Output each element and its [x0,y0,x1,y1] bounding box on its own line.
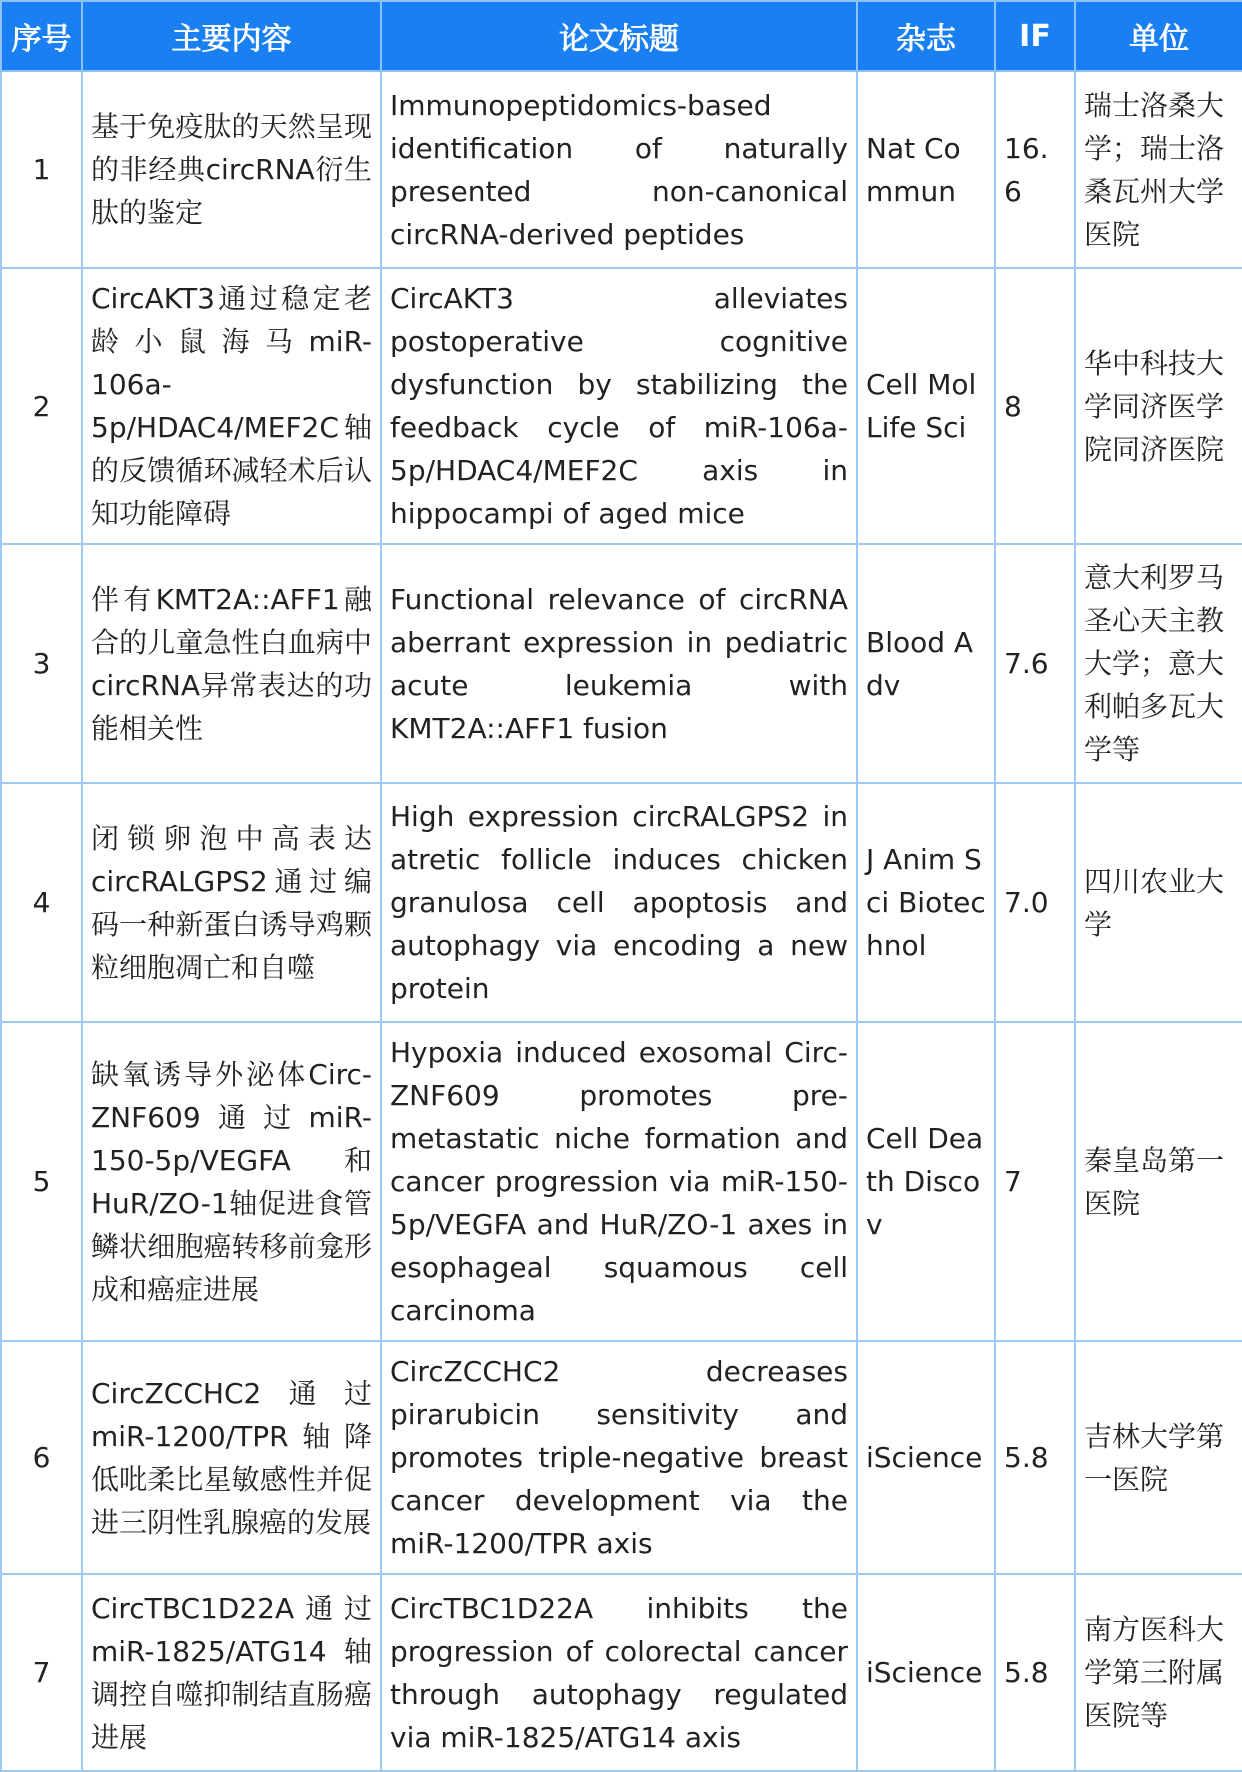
cell-title: CircAKT3 alleviates postoperative cognitive dysfunction by stabilizing the feedback cycle of miR-106a-5p/HDAC4/MEF2C axis in hippocampi of aged mice [381,268,857,544]
cell-if: 5.8 [995,1341,1075,1574]
table-row [1,1574,1242,1771]
header-row [1,1,1242,71]
cell-journal: Nat Commun [857,71,995,268]
cell-title: Functional relevance of circRNA aberrant expression in pediatric acute leukemia with KMT2A::AFF1 fusion [381,544,857,783]
cell-content: CircTBC1D22A通过miR-1825/ATG14轴调控自噬抑制结直肠癌进展 [82,1574,381,1771]
cell-content: 基于免疫肽的天然呈现的非经典circRNA衍生肽的鉴定 [82,71,381,268]
cell-journal: J Anim Sci Biotechnol [857,783,995,1022]
header-title: 论文标题 [381,1,857,71]
cell-if: 8 [995,268,1075,544]
cell-journal: iScience [857,1574,995,1771]
cell-content: CircAKT3通过稳定老龄小鼠海马miR-106a-5p/HDAC4/MEF2C轴的反馈循环减轻术后认知功能障碍 [82,268,381,544]
table-row [1,1341,1242,1574]
cell-index: 2 [1,268,82,544]
table-row [1,544,1242,783]
table-row [1,71,1242,268]
cell-journal: Cell Mol Life Sci [857,268,995,544]
cell-title: Immunopeptidomics-based identification of naturally presented non-canonical circRNA-derived peptides [381,71,857,268]
table-header [1,1,1242,71]
cell-unit: 吉林大学第一医院 [1075,1341,1242,1574]
cell-if: 7.6 [995,544,1075,783]
cell-if: 7.0 [995,783,1075,1022]
cell-unit: 意大利罗马圣心天主教大学；意大利帕多瓦大学等 [1075,544,1242,783]
cell-title: CircTBC1D22A inhibits the progression of colorectal cancer through autophagy regulated via miR-1825/ATG14 axis [381,1574,857,1771]
cell-title: CircZCCHC2 decreases pirarubicin sensitivity and promotes triple-negative breast cancer development via the miR-1200/TPR axis [381,1341,857,1574]
cell-unit: 瑞士洛桑大学；瑞士洛桑瓦州大学医院 [1075,71,1242,268]
cell-journal: iScience [857,1341,995,1574]
cell-index: 3 [1,544,82,783]
cell-content: 伴有KMT2A::AFF1融合的儿童急性白血病中circRNA异常表达的功能相关性 [82,544,381,783]
cell-journal: Cell Death Discov [857,1022,995,1341]
cell-if: 7 [995,1022,1075,1341]
header-unit: 单位 [1075,1,1242,71]
table-row [1,268,1242,544]
cell-index: 6 [1,1341,82,1574]
header-content: 主要内容 [82,1,381,71]
cell-title: Hypoxia induced exosomal Circ-ZNF609 promotes pre-metastatic niche formation and cancer progression via miR-150-5p/VEGFA and HuR/ZO-1 axes in esophageal squamous cell carcinoma [381,1022,857,1341]
cell-content: 闭锁卵泡中高表达circRALGPS2通过编码一种新蛋白诱导鸡颗粒细胞凋亡和自噬 [82,783,381,1022]
cell-unit: 华中科技大学同济医学院同济医院 [1075,268,1242,544]
table-row [1,1022,1242,1341]
header-journal: 杂志 [857,1,995,71]
table-row [1,783,1242,1022]
cell-content: 缺氧诱导外泌体Circ-ZNF609通过miR-150-5p/VEGFA和HuR/ZO-1轴促进食管鳞状细胞癌转移前龛形成和癌症进展 [82,1022,381,1341]
cell-unit: 南方医科大学第三附属医院等 [1075,1574,1242,1771]
cell-unit: 秦皇岛第一医院 [1075,1022,1242,1341]
cell-unit: 四川农业大学 [1075,783,1242,1022]
table-body [1,71,1242,1771]
cell-if: 5.8 [995,1574,1075,1771]
cell-if: 16.6 [995,71,1075,268]
cell-journal: Blood Adv [857,544,995,783]
cell-index: 4 [1,783,82,1022]
header-if: IF [995,1,1075,71]
cell-content: CircZCCHC2通过miR-1200/TPR轴降低吡柔比星敏感性并促进三阴性乳腺癌的发展 [82,1341,381,1574]
header-index: 序号 [1,1,82,71]
cell-title: High expression circRALGPS2 in atretic follicle induces chicken granulosa cell apoptosis and autophagy via encoding a new protein [381,783,857,1022]
cell-index: 7 [1,1574,82,1771]
cell-index: 5 [1,1022,82,1341]
cell-index: 1 [1,71,82,268]
